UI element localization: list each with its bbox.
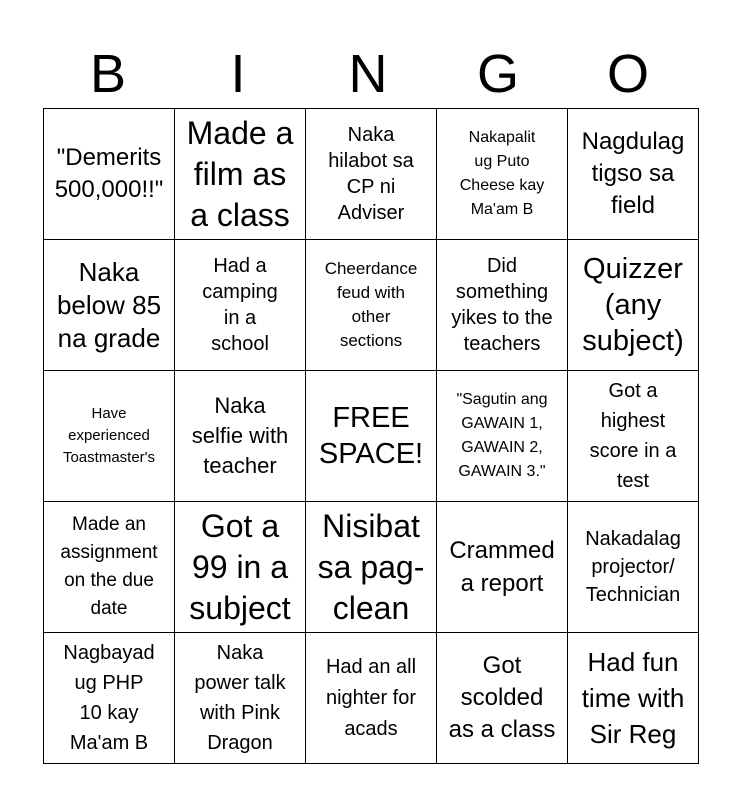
cell-text: Naka power talk with Pink Dragon	[194, 642, 286, 754]
grid-row	[44, 633, 699, 764]
bingo-cell[interactable]	[175, 502, 306, 633]
bingo-cell[interactable]	[306, 502, 437, 633]
bingo-cell[interactable]	[437, 633, 568, 764]
header-letter-i: I	[230, 44, 246, 104]
cell-text: Nakadalag projector/ Technician	[585, 528, 681, 606]
cell-text: Quizzer (any subject)	[582, 253, 684, 357]
cell-text: Cheerdance feud with other sections	[324, 259, 418, 350]
cell-text: Crammed a report	[449, 537, 555, 597]
bingo-cell[interactable]	[437, 502, 568, 633]
cell-text: Got a 99 in a subject	[189, 507, 291, 626]
bingo-cell[interactable]	[175, 633, 306, 764]
bingo-cell[interactable]	[568, 109, 699, 240]
bingo-cell[interactable]	[44, 633, 175, 764]
header-letter-o: O	[606, 44, 649, 104]
bingo-cell[interactable]	[568, 240, 699, 371]
cell-text: Naka below 85 na grade	[56, 256, 162, 353]
cell-text: Had a camping in a school	[202, 255, 278, 355]
bingo-cell[interactable]	[175, 109, 306, 240]
bingo-cell[interactable]	[306, 109, 437, 240]
header-letter-n: N	[348, 44, 388, 104]
cell-text: Made an assignment on the due date	[60, 514, 158, 619]
header-letter-g: G	[476, 44, 519, 104]
free-space-text: FREE SPACE!	[318, 402, 424, 470]
cell-text: Did something yikes to the teachers	[451, 255, 553, 355]
cell-text: "Demerits 500,000!!"	[54, 144, 164, 203]
cell-text: Nagdulag tigso sa field	[581, 128, 685, 219]
cell-text: Nisibat sa pag- clean	[317, 507, 425, 626]
bingo-cell[interactable]	[437, 371, 568, 502]
cell-text: Naka hilabot sa CP ni Adviser	[328, 124, 414, 224]
bingo-cell[interactable]	[44, 371, 175, 502]
bingo-cell[interactable]	[437, 109, 568, 240]
grid-row	[44, 109, 699, 240]
cell-text: Made a film as a class	[186, 114, 294, 233]
cell-text: Have experienced Toastmaster's	[62, 405, 156, 466]
bingo-cell[interactable]	[306, 240, 437, 371]
cell-text: Got a highest score in a test	[589, 380, 677, 492]
grid-row	[44, 240, 699, 371]
bingo-cell[interactable]	[568, 371, 699, 502]
bingo-cell[interactable]	[44, 240, 175, 371]
bingo-cell[interactable]	[175, 240, 306, 371]
bingo-cell[interactable]	[568, 633, 699, 764]
bingo-header	[43, 40, 693, 108]
bingo-cell[interactable]	[44, 502, 175, 633]
cell-text: Nagbayad ug PHP 10 kay Ma'am B	[63, 642, 155, 754]
bingo-cell[interactable]	[437, 240, 568, 371]
header-letter-b: B	[89, 44, 127, 104]
bingo-cell[interactable]	[568, 502, 699, 633]
bingo-cell[interactable]	[306, 371, 437, 502]
cell-text: Naka selfie with teacher	[191, 393, 289, 478]
grid-row	[44, 371, 699, 502]
cell-text: Got scolded as a class	[448, 652, 556, 743]
cell-text: Nakapalit ug Puto Cheese kay Ma'am B	[459, 129, 545, 218]
grid-row	[44, 502, 699, 633]
bingo-cell[interactable]	[175, 371, 306, 502]
bingo-card-grid	[43, 108, 699, 764]
cell-text: Had fun time with Sir Reg	[581, 647, 685, 749]
cell-text: Had an all nighter for acads	[325, 655, 417, 740]
cell-text: "Sagutin ang GAWAIN 1, GAWAIN 2, GAWAIN 3."	[456, 391, 548, 480]
bingo-cell[interactable]	[44, 109, 175, 240]
bingo-cell[interactable]	[306, 633, 437, 764]
